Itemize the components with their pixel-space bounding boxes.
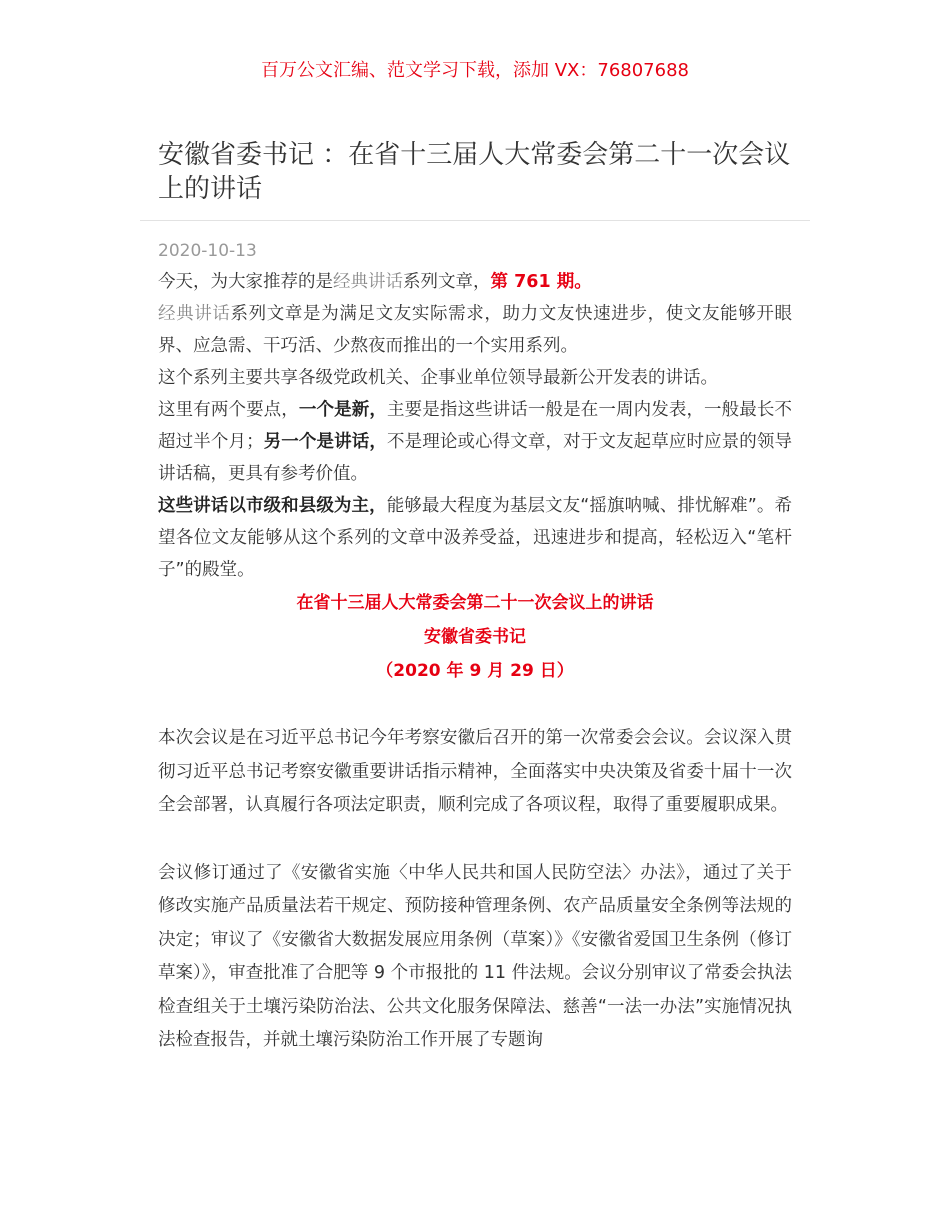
publish-date: 2020-10-13 bbox=[158, 241, 257, 261]
series-link[interactable]: 经典讲话 bbox=[158, 304, 231, 324]
title-divider bbox=[140, 220, 810, 221]
speech-speaker: 安徽省委书记 bbox=[424, 627, 526, 647]
text: 这里有两个要点， bbox=[158, 400, 299, 420]
body-paragraph: 本次会议是在习近平总书记今年考察安徽后召开的第一次常委会会议。会议深入贯彻习近平总书记考察安徽重要讲话指示精神，全面落实中央决策及省委十届十一次全会部署，认真履行各项法定职责，顺利完成了各项议程，取得了重要履职成果。 bbox=[158, 728, 792, 815]
header-banner: 百万公文汇编、范文学习下载，添加 VX：76807688 bbox=[261, 60, 689, 81]
speech-title: 在省十三届人大常委会第二十一次会议上的讲话 bbox=[296, 593, 654, 613]
series-link[interactable]: 经典讲话 bbox=[333, 272, 403, 292]
speech-date: （2020 年 9 月 29 日） bbox=[376, 661, 574, 681]
bold-text: 另一个是讲话， bbox=[263, 432, 387, 452]
article-title: 安徽省委书记 ：在省十三届人大常委会第二十一次会议上的讲话 bbox=[158, 140, 791, 204]
text: 不是理论或心得文章，对于文友起草应时应景的领导讲话稿，更具有参考价值。 bbox=[158, 432, 793, 484]
issue-number: 第 761 期。 bbox=[490, 272, 592, 292]
intro-paragraph: 这个系列主要共享各级党政机关、企事业单位领导最新公开发表的讲话。 bbox=[158, 368, 718, 388]
text: 能够最大程度为基层文友“摇旗呐喊、排忧解难”。希望各位文友能够从这个系列的文章中汲养受益，迅速进步和提高，轻松迈入“笔杆子”的殿堂。 bbox=[158, 496, 792, 580]
bold-text: 这些讲话以市级和县级为主， bbox=[158, 496, 387, 516]
text: 主要是指这些讲话一般是在一周内发表，一般最长不超过半个月； bbox=[158, 400, 793, 452]
text: 今天，为大家推荐的是 bbox=[158, 272, 333, 292]
bold-text: 一个是新， bbox=[298, 400, 387, 420]
article-content bbox=[158, 238, 792, 1058]
intro-paragraph bbox=[158, 298, 792, 362]
body-paragraph: 会议修订通过了《安徽省实施〈中华人民共和国人民防空法〉办法》，通过了关于修改实施产品质量法若干规定、预防接种管理条例、农产品质量安全条例等法规的决定；审议了《安徽省大数据发展应用条例（草案）》《安徽省爱国卫生条例（修订草案）》，审查批准了合肥等 9 个市报批的 11 件法规。会议分别审议了常委会执法检查组关于土壤污染防治法、公共文化服务保障法、慈善“一法一办法”实施情况执法检查报告，并就土壤污染防治工作开展了专题询 bbox=[158, 862, 792, 1050]
intro-paragraph bbox=[158, 490, 792, 586]
intro-paragraph bbox=[158, 266, 792, 298]
text: 系列文章， bbox=[403, 272, 491, 292]
text: 系列文章是为满足文友实际需求，助力文友快速进步，使文友能够开眼界、应急需、干巧活、少熬夜而推出的一个实用系列。 bbox=[158, 304, 792, 356]
intro-paragraph bbox=[158, 394, 792, 490]
